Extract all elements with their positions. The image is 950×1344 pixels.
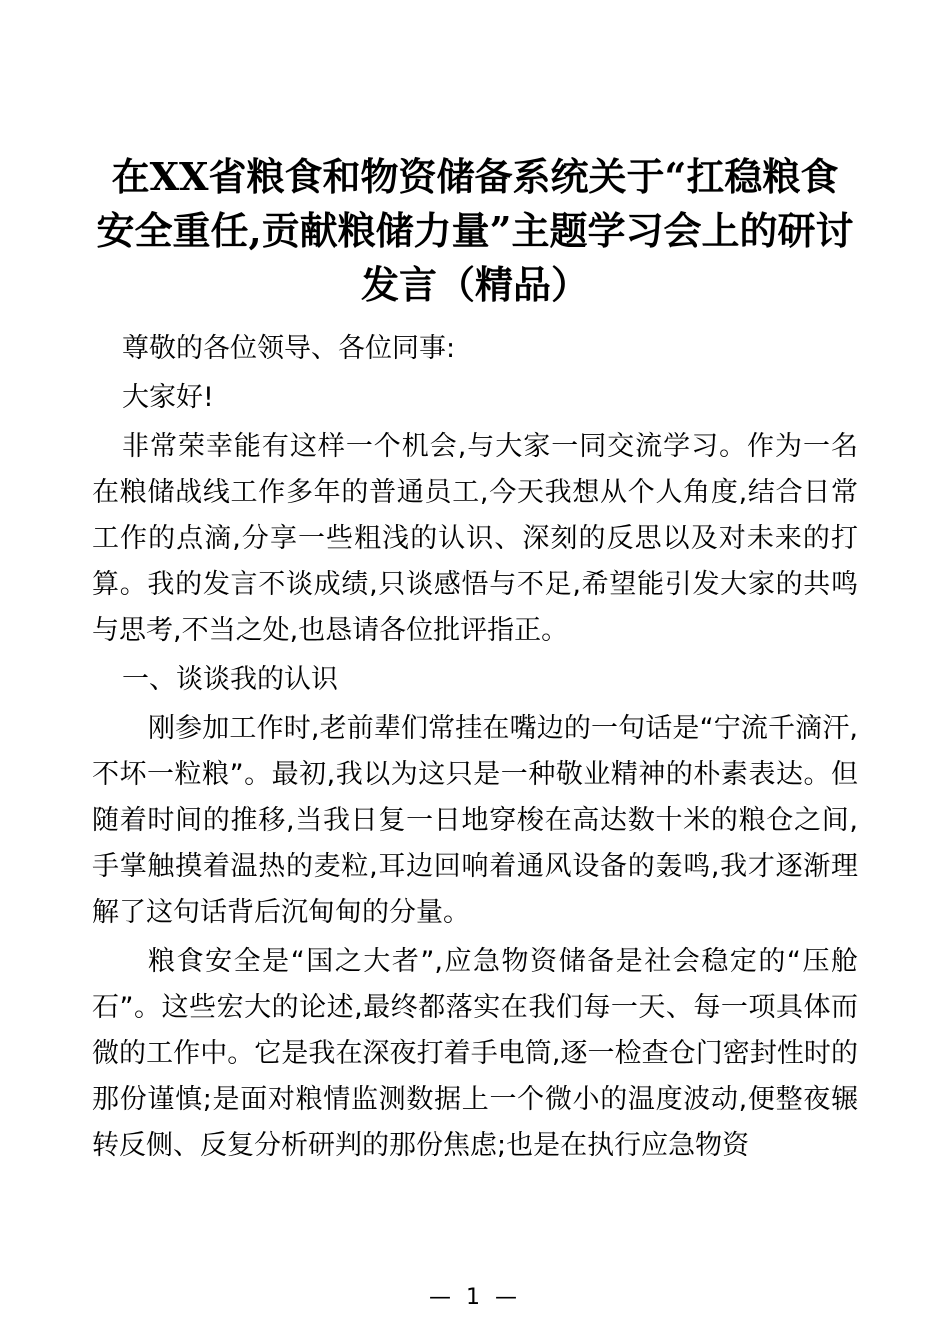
body-paragraph-2: 刚参加工作时,老前辈们常挂在嘴边的一句话是“宁流千滴汗,不坏一粒粮”。最初,我以为这只是一种敬业精神的朴素表达。但随着时间的推移,当我日复一日地穿梭在高达数十米的粮仓之间,手掌触摸着温热的麦粒,耳边回响着通风设备的轰鸣,我才逐渐理解了这句话背后沉甸甸的分量。 xyxy=(92,713,858,928)
page-title: 在XX省粮食和物资储备系统关于“扛稳粮食安全重任,贡献粮储力量”主题学习会上的研讨发言（精品） xyxy=(96,154,854,307)
greeting-line: 大家好! xyxy=(122,382,214,413)
section-heading-1: 一、谈谈我的认识 xyxy=(122,664,338,695)
page-number: — 1 — xyxy=(429,1285,521,1310)
body-paragraph-1: 非常荣幸能有这样一个机会,与大家一同交流学习。作为一名在粮储战线工作多年的普通员工,今天我想从个人角度,结合日常工作的点滴,分享一些粗浅的认识、深刻的反思以及对未来的打算。我的发言不谈成绩,只谈感悟与不足,希望能引发大家的共鸣与思考,不当之处,也恳请各位批评指正。 xyxy=(92,431,858,646)
salutation-line: 尊敬的各位领导、各位同事: xyxy=(122,333,456,364)
body-paragraph-3: 粮食安全是“国之大者”,应急物资储备是社会稳定的“压舱石”。这些宏大的论述,最终都落实在我们每一天、每一项具体而微的工作中。它是我在深夜打着手电筒,逐一检查仓门密封性时的那份谨慎;是面对粮情监测数据上一个微小的温度波动,便整夜辗转反侧、反复分析研判的那份焦虑;也是在执行应急物资 xyxy=(92,946,858,1161)
